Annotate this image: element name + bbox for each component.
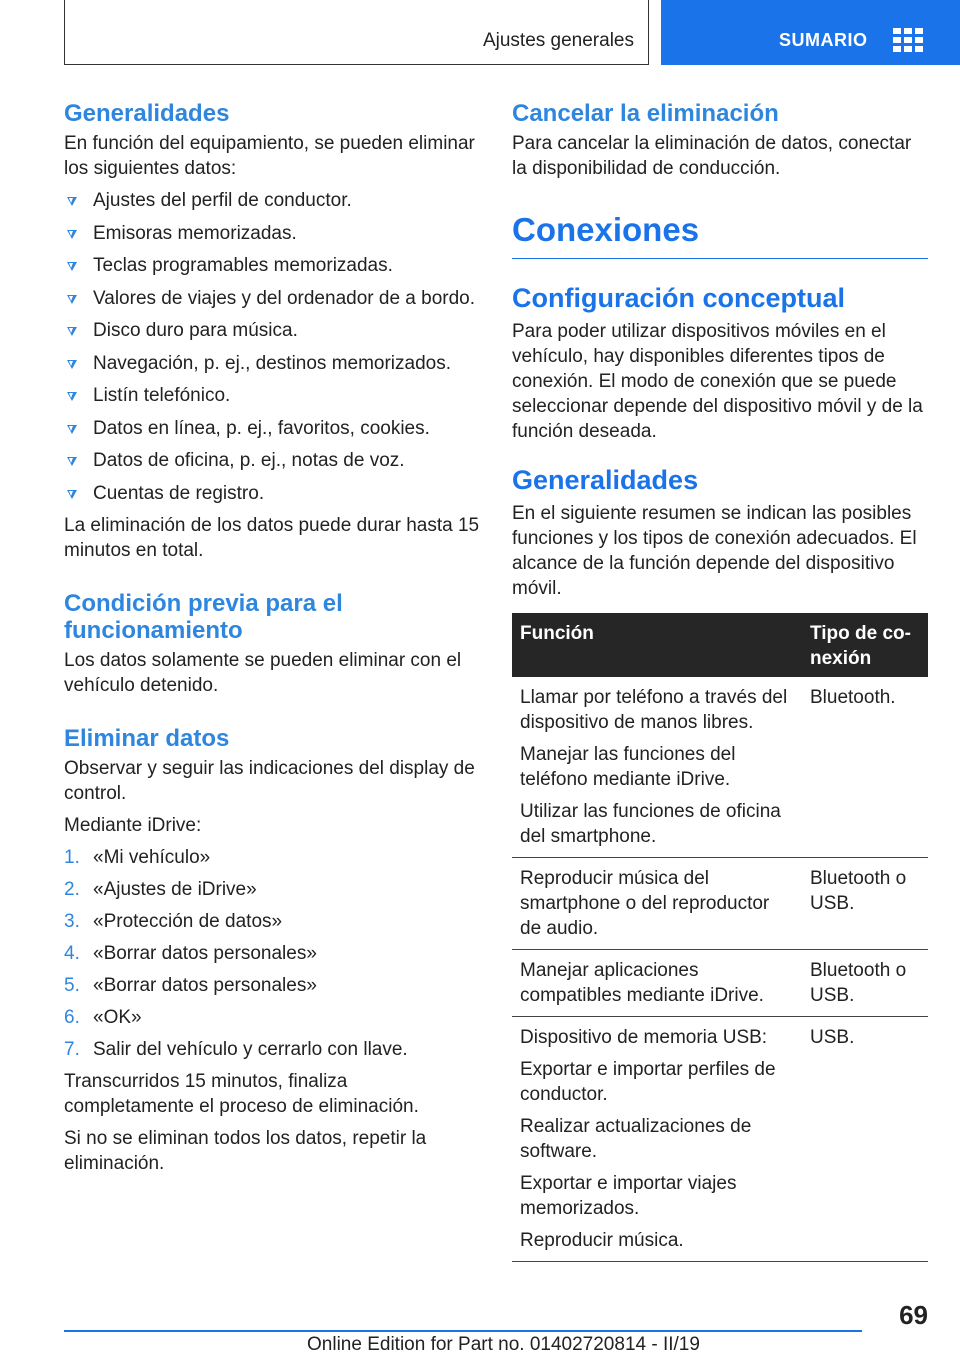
cancelar-heading: Cancelar la eliminación [512,100,779,127]
right-column [512,100,928,1262]
after-text-1: Transcurridos 15 minutos, finaliza completamente el proceso de eliminación. [64,1071,419,1117]
eliminar-text-1: Observar y seguir las indicaciones del display de control. [64,758,475,804]
list-item: Listín telefónico. [64,383,480,408]
header-section-box [64,0,649,65]
step-number: 2. [64,879,80,900]
step-number: 1. [64,847,80,868]
cancelar-text: Para cancelar la eliminación de datos, conectar la disponibilidad de conducción. [512,133,912,179]
step-item [64,973,480,998]
cell-tipo: USB. [802,1017,928,1262]
function-text: Realizar actualizaciones de software. [520,1116,752,1162]
step-number: 6. [64,1007,80,1028]
cell-tipo: Bluetooth o USB. [802,950,928,1017]
list-item: Emisoras memorizadas. [64,221,480,246]
function-text: Llamar por teléfono a través del dispositivo de manos libres. [520,687,788,733]
eliminar-heading: Eliminar datos [64,725,230,752]
step-item [64,909,480,934]
function-text: Manejar aplicaciones compatibles mediante iDrive. [520,960,764,1006]
step-item [64,1005,480,1030]
conexiones-heading: Conexiones [512,210,928,259]
sumario-button[interactable] [661,0,960,65]
step-text: «Ajustes de iDrive» [93,879,257,900]
left-column [64,100,480,1183]
steps-list [64,845,480,1062]
cell-funcion [512,677,802,858]
step-item [64,941,480,966]
function-text: Exportar e importar perfiles de conductor. [520,1059,776,1105]
deletable-data-list [64,188,480,506]
step-text: «Protección de datos» [93,911,283,932]
header-section-title: Ajustes generales [482,30,634,51]
header-funcion: Función [512,613,802,677]
triangle-bullet-icon [67,230,77,239]
cell-funcion [512,1017,802,1262]
triangle-bullet-icon [67,457,77,466]
function-text: Reproducir música del smartphone o del reproductor de audio. [520,868,770,939]
step-text: «Mi vehículo» [93,847,211,868]
grid-icon [893,28,923,52]
table-header-row [512,613,928,677]
triangle-bullet-icon [67,327,77,336]
cell-funcion [512,950,802,1017]
table-row [512,677,928,858]
list-item: Teclas programables memorizadas. [64,253,480,278]
after-text-2: Si no se eliminan todos los datos, repetir la eliminación. [64,1128,427,1174]
function-text: Dispositivo de memoria USB: [520,1027,768,1048]
step-text: Salir del vehículo y cerrarlo con llave. [93,1039,408,1060]
cell-funcion [512,858,802,950]
eliminar-text-2: Mediante iDrive: [64,815,202,836]
function-text: Exportar e importar viajes memorizados. [520,1173,737,1219]
list-item: Valores de viajes y del ordenador de a bordo. [64,286,480,311]
config-heading: Configuración conceptual [512,283,846,313]
step-text: «OK» [93,1007,142,1028]
sumario-label: SUMARIO [779,30,868,50]
step-number: 5. [64,975,80,996]
duration-text: La eliminación de los datos puede durar hasta 15 minutos en total. [64,515,480,561]
list-item: Datos en línea, p. ej., favoritos, cookies. [64,416,480,441]
list-item: Navegación, p. ej., destinos memorizados. [64,351,480,376]
condicion-heading: Condición previa para el funcionamiento [64,590,343,644]
step-number: 7. [64,1039,80,1060]
triangle-bullet-icon [67,262,77,271]
triangle-bullet-icon [67,360,77,369]
header-tipo: Tipo de co-nexión [802,613,928,677]
config-text: Para poder utilizar dispositivos móviles en el vehículo, hay disponibles diferentes tipos de conexión. El modo de conexión que se puede seleccionar depende del dispositivo móvil y de la función deseada. [512,321,923,442]
footer-divider [64,1330,862,1332]
generalidades-heading: Generalidades [64,100,230,127]
page-number: 69 [899,1300,928,1330]
condicion-text: Los datos solamente se pueden eliminar con el vehículo detenido. [64,650,462,696]
table-row [512,1017,928,1262]
connections-table [512,613,928,1262]
function-text: Utilizar las funciones de oficina del smartphone. [520,801,781,847]
cell-tipo: Bluetooth. [802,677,928,858]
step-text: «Borrar datos personales» [93,975,317,996]
list-item: Datos de oficina, p. ej., notas de voz. [64,448,480,473]
edition-text: Online Edition for Part no. 01402720814 - II/19 [307,1334,700,1355]
step-number: 3. [64,911,80,932]
function-text: Reproducir música. [520,1230,684,1251]
cell-tipo: Bluetooth o USB. [802,858,928,950]
triangle-bullet-icon [67,392,77,401]
triangle-bullet-icon [67,490,77,499]
table-row [512,858,928,950]
step-text: «Borrar datos personales» [93,943,317,964]
triangle-bullet-icon [67,425,77,434]
general-heading: Generalidades [512,465,699,495]
function-text: Manejar las funciones del teléfono mediante iDrive. [520,744,736,790]
step-item [64,845,480,870]
list-item: Cuentas de registro. [64,481,480,506]
list-item: Ajustes del perfil de conductor. [64,188,480,213]
triangle-bullet-icon [67,295,77,304]
general-text: En el siguiente resumen se indican las posibles funciones y los tipos de conexión adecuados. El alcance de la función depende del dispositivo móvil. [512,503,917,599]
list-item: Disco duro para música. [64,318,480,343]
triangle-bullet-icon [67,197,77,206]
table-row [512,950,928,1017]
step-item [64,877,480,902]
step-number: 4. [64,943,80,964]
generalidades-intro: En función del equipamiento, se pueden eliminar los siguientes datos: [64,133,475,179]
step-item [64,1037,480,1062]
